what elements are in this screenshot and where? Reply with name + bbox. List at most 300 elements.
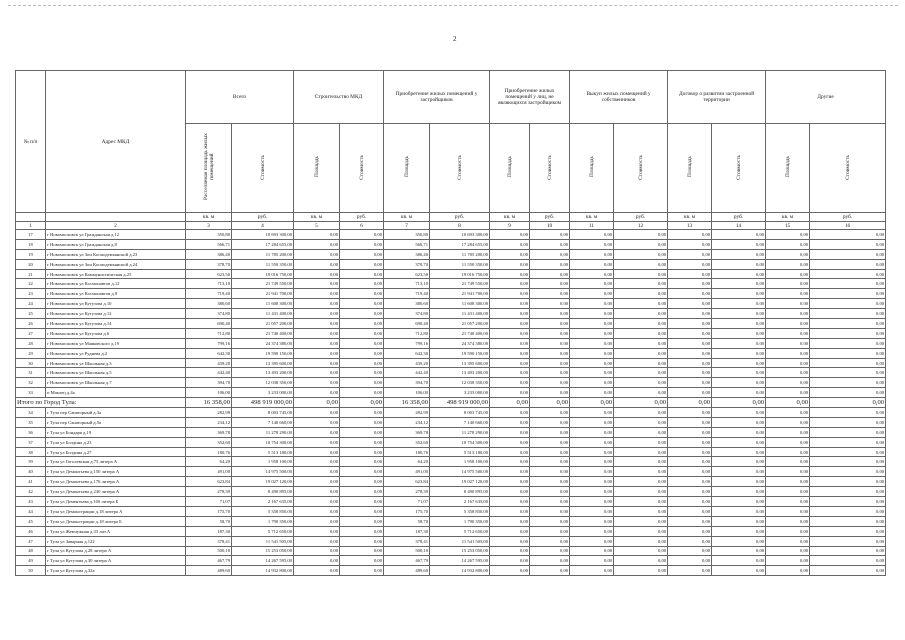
other-area-cell: 0,00 bbox=[766, 249, 810, 259]
buyout-cost-cell: 0,00 bbox=[614, 477, 668, 487]
table-row bbox=[16, 427, 886, 437]
address-cell: г Новомосковск ул Маяковского д.19 bbox=[46, 338, 186, 348]
table-row bbox=[16, 368, 886, 378]
total-area-cell: 719,40 bbox=[186, 289, 232, 299]
nondev-area-cell: 0,00 bbox=[490, 487, 530, 497]
total-area-cell: 489,60 bbox=[186, 566, 232, 576]
other-area-cell: 0,00 bbox=[766, 437, 810, 447]
buyout-cost-cell: 0,00 bbox=[614, 536, 668, 546]
other-area-cell: 0,00 bbox=[766, 427, 810, 437]
total-cost-cell: 10 754 300,00 bbox=[232, 437, 294, 447]
total-cost-cell: 24 374 380,00 bbox=[232, 338, 294, 348]
row-number-cell: 32 bbox=[16, 378, 46, 388]
construction-cost-cell: 0,00 bbox=[340, 398, 384, 408]
territory-cost-cell: 0,00 bbox=[712, 289, 766, 299]
nondev-area-cell: 0,00 bbox=[490, 506, 530, 516]
address-cell: г Новомосковск ул Гражданская д.12 bbox=[46, 230, 186, 240]
buyout-area-cell: 0,00 bbox=[570, 408, 614, 418]
row-number-cell: 38 bbox=[16, 447, 46, 457]
construction-cost-cell: 0,00 bbox=[340, 536, 384, 546]
construction-cost-cell: 0,00 bbox=[340, 230, 384, 240]
table-row bbox=[16, 299, 886, 309]
row-number-cell: 40 bbox=[16, 467, 46, 477]
construction-area-cell: 0,00 bbox=[294, 556, 340, 566]
buyout-area-cell: 0,00 bbox=[570, 457, 614, 467]
column-number: 15 bbox=[766, 222, 810, 230]
group-header-buyout: Выкуп жилых помещений у собственников bbox=[570, 71, 668, 124]
purchase-cost-cell: 21 740 400,00 bbox=[430, 328, 490, 338]
purchase-area-cell: 712,80 bbox=[384, 328, 430, 338]
construction-area-cell: 0,00 bbox=[294, 388, 340, 398]
purchase-cost-cell: 5 358 850,00 bbox=[430, 506, 490, 516]
territory-area-cell: 0,00 bbox=[668, 457, 712, 467]
nondev-cost-cell: 0,00 bbox=[530, 487, 570, 497]
column-number: 5 bbox=[294, 222, 340, 230]
buyout-cost-cell: 0,00 bbox=[614, 358, 668, 368]
buyout-cost-cell: 0,00 bbox=[614, 546, 668, 556]
other-cost-cell: 0,00 bbox=[810, 249, 886, 259]
table-row bbox=[16, 467, 886, 477]
table-row bbox=[16, 506, 886, 516]
group-header-construction: Строительство МКД bbox=[294, 71, 384, 124]
nondev-cost-cell: 0,00 bbox=[530, 388, 570, 398]
purchase-area-cell: 642,30 bbox=[384, 348, 430, 358]
territory-area-cell: 0,00 bbox=[668, 427, 712, 437]
territory-area-cell: 0,00 bbox=[668, 358, 712, 368]
construction-cost-cell: 0,00 bbox=[340, 556, 384, 566]
total-cost-cell: 5 712 650,00 bbox=[232, 526, 294, 536]
construction-area-cell: 0,00 bbox=[294, 368, 340, 378]
address-cell: г Тула ул Демонстрации д.18 литера А bbox=[46, 506, 186, 516]
sub-header-resettled-area: Расселяемая площадь жилых помещений bbox=[186, 124, 232, 213]
nondev-cost-cell: 0,00 bbox=[530, 398, 570, 408]
column-number: 10 bbox=[530, 222, 570, 230]
other-cost-cell: 0,00 bbox=[810, 398, 886, 408]
other-cost-cell: 0,00 bbox=[810, 239, 886, 249]
total-cost-cell: 21 749 550,00 bbox=[232, 279, 294, 289]
territory-area-cell: 0,00 bbox=[668, 467, 712, 477]
territory-area-cell: 0,00 bbox=[668, 536, 712, 546]
col-header-number: № п/п bbox=[16, 71, 46, 213]
construction-cost-cell: 0,00 bbox=[340, 526, 384, 536]
construction-cost-cell: 0,00 bbox=[340, 289, 384, 299]
construction-area-cell: 0,00 bbox=[294, 259, 340, 269]
buyout-cost-cell: 0,00 bbox=[614, 239, 668, 249]
construction-area-cell: 0,00 bbox=[294, 467, 340, 477]
territory-area-cell: 0,00 bbox=[668, 328, 712, 338]
row-number-cell: 30 bbox=[16, 358, 46, 368]
purchase-area-cell: 106,00 bbox=[384, 388, 430, 398]
other-area-cell: 0,00 bbox=[766, 279, 810, 289]
buyout-area-cell: 0,00 bbox=[570, 299, 614, 309]
total-cost-cell: 21 941 700,00 bbox=[232, 289, 294, 299]
sub-header-cost: Стоимость bbox=[232, 124, 294, 213]
total-cost-cell: 10 693 300,00 bbox=[232, 230, 294, 240]
total-cost-cell: 12 038 350,00 bbox=[232, 378, 294, 388]
purchase-area-cell: 187,30 bbox=[384, 526, 430, 536]
construction-cost-cell: 0,00 bbox=[340, 309, 384, 319]
table-row bbox=[16, 388, 886, 398]
nondev-area-cell: 0,00 bbox=[490, 516, 530, 526]
nondev-cost-cell: 0,00 bbox=[530, 526, 570, 536]
purchase-area-cell: 491,00 bbox=[384, 467, 430, 477]
nondev-area-cell: 0,00 bbox=[490, 388, 530, 398]
nondev-area-cell: 0,00 bbox=[490, 338, 530, 348]
total-area-cell: 394,70 bbox=[186, 378, 232, 388]
row-number-cell: 20 bbox=[16, 259, 46, 269]
nondev-cost-cell: 0,00 bbox=[530, 566, 570, 576]
purchase-area-cell: 467,79 bbox=[384, 556, 430, 566]
table-row bbox=[16, 338, 886, 348]
nondev-cost-cell: 0,00 bbox=[530, 328, 570, 338]
nondev-area-cell: 0,00 bbox=[490, 319, 530, 329]
territory-area-cell: 0,00 bbox=[668, 368, 712, 378]
territory-area-cell: 0,00 bbox=[668, 526, 712, 536]
construction-cost-cell: 0,00 bbox=[340, 378, 384, 388]
table-row bbox=[16, 348, 886, 358]
purchase-cost-cell: 13 395 600,00 bbox=[430, 358, 490, 368]
row-number-cell: 29 bbox=[16, 348, 46, 358]
row-number-cell: 35 bbox=[16, 417, 46, 427]
total-cost-cell: 2 167 635,00 bbox=[232, 497, 294, 507]
purchase-area-cell: 799,16 bbox=[384, 338, 430, 348]
other-cost-cell: 0,00 bbox=[810, 328, 886, 338]
buyout-cost-cell: 0,00 bbox=[614, 368, 668, 378]
nondev-cost-cell: 0,00 bbox=[530, 497, 570, 507]
construction-area-cell: 0,00 bbox=[294, 526, 340, 536]
territory-cost-cell: 0,00 bbox=[712, 526, 766, 536]
other-area-cell: 0,00 bbox=[766, 408, 810, 418]
row-number-cell: 23 bbox=[16, 289, 46, 299]
row-number-cell: 22 bbox=[16, 279, 46, 289]
buyout-cost-cell: 0,00 bbox=[614, 348, 668, 358]
total-area-cell: 690,40 bbox=[186, 319, 232, 329]
table-row bbox=[16, 319, 886, 329]
total-area-cell: 71,07 bbox=[186, 497, 232, 507]
row-number-cell: 36 bbox=[16, 427, 46, 437]
buyout-area-cell: 0,00 bbox=[570, 437, 614, 447]
other-cost-cell: 0,00 bbox=[810, 319, 886, 329]
construction-cost-cell: 0,00 bbox=[340, 566, 384, 576]
total-cost-cell: 11 785 200,00 bbox=[232, 249, 294, 259]
total-cost-cell: 21 057 200,00 bbox=[232, 319, 294, 329]
buyout-cost-cell: 0,00 bbox=[614, 566, 668, 576]
row-number-cell: 28 bbox=[16, 338, 46, 348]
territory-cost-cell: 0,00 bbox=[712, 437, 766, 447]
total-area-cell: 442,40 bbox=[186, 368, 232, 378]
total-cost-cell: 1 790 350,00 bbox=[232, 516, 294, 526]
purchase-cost-cell: 5 712 650,00 bbox=[430, 526, 490, 536]
address-cell: г Новомосковск ул Зои Космодемьянской д.24 bbox=[46, 259, 186, 269]
row-number-cell: 19 bbox=[16, 249, 46, 259]
row-number-cell: 49 bbox=[16, 556, 46, 566]
other-cost-cell: 0,00 bbox=[810, 566, 886, 576]
total-area-cell: 799,16 bbox=[186, 338, 232, 348]
purchase-cost-cell: 10 754 300,00 bbox=[430, 437, 490, 447]
territory-cost-cell: 0,00 bbox=[712, 338, 766, 348]
other-cost-cell: 0,00 bbox=[810, 368, 886, 378]
territory-cost-cell: 0,00 bbox=[712, 319, 766, 329]
other-cost-cell: 0,00 bbox=[810, 259, 886, 269]
purchase-area-cell: 71,07 bbox=[384, 497, 430, 507]
buyout-area-cell: 0,00 bbox=[570, 259, 614, 269]
table-row bbox=[16, 487, 886, 497]
address-cell: г Новомосковск ул Гражданская д.8 bbox=[46, 239, 186, 249]
construction-area-cell: 0,00 bbox=[294, 457, 340, 467]
territory-area-cell: 0,00 bbox=[668, 408, 712, 418]
address-cell: г Новомосковск ул Школьная д.3 bbox=[46, 358, 186, 368]
construction-cost-cell: 0,00 bbox=[340, 319, 384, 329]
row-number-cell: 44 bbox=[16, 506, 46, 516]
construction-area-cell: 0,00 bbox=[294, 506, 340, 516]
total-area-cell: 439,20 bbox=[186, 358, 232, 368]
territory-area-cell: 0,00 bbox=[668, 309, 712, 319]
territory-cost-cell: 0,00 bbox=[712, 487, 766, 497]
territory-cost-cell: 0,00 bbox=[712, 467, 766, 477]
nondev-area-cell: 0,00 bbox=[490, 309, 530, 319]
column-number: 11 bbox=[570, 222, 614, 230]
nondev-cost-cell: 0,00 bbox=[530, 408, 570, 418]
other-area-cell: 0,00 bbox=[766, 556, 810, 566]
total-cost-cell: 15 253 050,00 bbox=[232, 546, 294, 556]
territory-area-cell: 0,00 bbox=[668, 388, 712, 398]
total-area-cell: 175,70 bbox=[186, 506, 232, 516]
other-area-cell: 0,00 bbox=[766, 358, 810, 368]
column-number: 7 bbox=[384, 222, 430, 230]
address-cell: г Новомосковск ул Зои Космодемьянской д.23 bbox=[46, 249, 186, 259]
address-cell: г Новомосковск ул Руднева д.2 bbox=[46, 348, 186, 358]
total-cost-cell: 13 493 200,00 bbox=[232, 368, 294, 378]
sub-header-area: Площадь bbox=[294, 124, 340, 213]
sub-header-cost: Стоимость bbox=[430, 124, 490, 213]
purchase-cost-cell: 5 513 180,00 bbox=[430, 447, 490, 457]
buyout-cost-cell: 0,00 bbox=[614, 299, 668, 309]
table-body bbox=[16, 230, 886, 576]
other-area-cell: 0,00 bbox=[766, 338, 810, 348]
purchase-area-cell: 175,70 bbox=[384, 506, 430, 516]
total-area-cell: 378,41 bbox=[186, 536, 232, 546]
territory-area-cell: 0,00 bbox=[668, 477, 712, 487]
unit-cell: руб. bbox=[530, 213, 570, 222]
address-cell: г Тула ул Демонтьева д.230 литера А bbox=[46, 487, 186, 497]
unit-cell: руб. bbox=[712, 213, 766, 222]
total-label-cell: Итого по Город Тула: bbox=[16, 398, 186, 408]
total-cost-cell: 5 513 180,00 bbox=[232, 447, 294, 457]
construction-cost-cell: 0,00 bbox=[340, 497, 384, 507]
other-cost-cell: 0,00 bbox=[810, 358, 886, 368]
other-area-cell: 0,00 bbox=[766, 259, 810, 269]
row-number-cell: 34 bbox=[16, 408, 46, 418]
total-cost-cell: 11 278 290,00 bbox=[232, 427, 294, 437]
territory-area-cell: 0,00 bbox=[668, 269, 712, 279]
construction-cost-cell: 0,00 bbox=[340, 328, 384, 338]
territory-cost-cell: 0,00 bbox=[712, 309, 766, 319]
purchase-area-cell: 16 358,00 bbox=[384, 398, 430, 408]
territory-cost-cell: 0,00 bbox=[712, 556, 766, 566]
nondev-cost-cell: 0,00 bbox=[530, 279, 570, 289]
territory-cost-cell: 0,00 bbox=[712, 417, 766, 427]
total-cost-cell: 14 932 800,00 bbox=[232, 566, 294, 576]
territory-cost-cell: 0,00 bbox=[712, 230, 766, 240]
buyout-area-cell: 0,00 bbox=[570, 477, 614, 487]
purchase-area-cell: 180,76 bbox=[384, 447, 430, 457]
buyout-cost-cell: 0,00 bbox=[614, 506, 668, 516]
purchase-cost-cell: 11 785 200,00 bbox=[430, 249, 490, 259]
construction-cost-cell: 0,00 bbox=[340, 437, 384, 447]
column-number: 4 bbox=[232, 222, 294, 230]
other-area-cell: 0,00 bbox=[766, 417, 810, 427]
buyout-area-cell: 0,00 bbox=[570, 487, 614, 497]
address-cell: г Тула ул Демонтьева д.150 литера А bbox=[46, 467, 186, 477]
other-area-cell: 0,00 bbox=[766, 516, 810, 526]
other-area-cell: 0,00 bbox=[766, 398, 810, 408]
buyout-area-cell: 0,00 bbox=[570, 230, 614, 240]
other-cost-cell: 0,00 bbox=[810, 556, 886, 566]
total-area-cell: 234,12 bbox=[186, 417, 232, 427]
row-number-cell: 41 bbox=[16, 477, 46, 487]
total-area-cell: 16 358,00 bbox=[186, 398, 232, 408]
purchase-area-cell: 489,60 bbox=[384, 566, 430, 576]
total-cost-cell: 1 958 100,00 bbox=[232, 457, 294, 467]
other-area-cell: 0,00 bbox=[766, 497, 810, 507]
territory-area-cell: 0,00 bbox=[668, 497, 712, 507]
nondev-cost-cell: 0,00 bbox=[530, 477, 570, 487]
other-area-cell: 0,00 bbox=[766, 319, 810, 329]
construction-area-cell: 0,00 bbox=[294, 477, 340, 487]
construction-cost-cell: 0,00 bbox=[340, 477, 384, 487]
purchase-cost-cell: 11 278 290,00 bbox=[430, 427, 490, 437]
territory-cost-cell: 0,00 bbox=[712, 398, 766, 408]
purchase-area-cell: 352,60 bbox=[384, 437, 430, 447]
construction-area-cell: 0,00 bbox=[294, 516, 340, 526]
territory-cost-cell: 0,00 bbox=[712, 566, 766, 576]
address-cell: г Тула ул Дементьева д.10б литера Б bbox=[46, 497, 186, 507]
purchase-cost-cell: 7 140 660,00 bbox=[430, 417, 490, 427]
nondev-area-cell: 0,00 bbox=[490, 467, 530, 477]
address-cell: г Тула ул Болдина д.27 bbox=[46, 447, 186, 457]
row-number-cell: 43 bbox=[16, 497, 46, 507]
buyout-area-cell: 0,00 bbox=[570, 249, 614, 259]
total-area-cell: 64,20 bbox=[186, 457, 232, 467]
territory-cost-cell: 0,00 bbox=[712, 427, 766, 437]
nondev-cost-cell: 0,00 bbox=[530, 516, 570, 526]
address-cell: г Тула ул Бондаря д.19 bbox=[46, 427, 186, 437]
nondev-area-cell: 0,00 bbox=[490, 437, 530, 447]
buyout-cost-cell: 0,00 bbox=[614, 319, 668, 329]
nondev-area-cell: 0,00 bbox=[490, 289, 530, 299]
purchase-cost-cell: 24 374 380,00 bbox=[430, 338, 490, 348]
purchase-cost-cell: 8 490 895,00 bbox=[430, 487, 490, 497]
other-area-cell: 0,00 bbox=[766, 368, 810, 378]
other-cost-cell: 0,00 bbox=[810, 467, 886, 477]
table-row bbox=[16, 230, 886, 240]
address-cell: г Тула ул Заварная д.122 bbox=[46, 536, 186, 546]
other-area-cell: 0,00 bbox=[766, 536, 810, 546]
nondev-area-cell: 0,00 bbox=[490, 457, 530, 467]
table-row bbox=[16, 447, 886, 457]
construction-area-cell: 0,00 bbox=[294, 427, 340, 437]
nondev-cost-cell: 0,00 bbox=[530, 378, 570, 388]
territory-area-cell: 0,00 bbox=[668, 447, 712, 457]
nondev-area-cell: 0,00 bbox=[490, 299, 530, 309]
territory-cost-cell: 0,00 bbox=[712, 546, 766, 556]
other-area-cell: 0,00 bbox=[766, 348, 810, 358]
total-cost-cell: 8 003 745,00 bbox=[232, 408, 294, 418]
sub-header-cost: Стоимость bbox=[810, 124, 886, 213]
nondev-area-cell: 0,00 bbox=[490, 368, 530, 378]
construction-cost-cell: 0,00 bbox=[340, 467, 384, 477]
construction-cost-cell: 0,00 bbox=[340, 516, 384, 526]
total-area-cell: 350,80 bbox=[186, 230, 232, 240]
table-row bbox=[16, 497, 886, 507]
purchase-cost-cell: 14 975 500,00 bbox=[430, 467, 490, 477]
construction-area-cell: 0,00 bbox=[294, 536, 340, 546]
purchase-cost-cell: 11 541 505,00 bbox=[430, 536, 490, 546]
address-cell: г Тула пер Санаторный д.3а bbox=[46, 408, 186, 418]
row-number-cell: 46 bbox=[16, 526, 46, 536]
purchase-area-cell: 713,10 bbox=[384, 279, 430, 289]
nondev-area-cell: 0,00 bbox=[490, 447, 530, 457]
total-area-cell: 500,10 bbox=[186, 546, 232, 556]
other-area-cell: 0,00 bbox=[766, 328, 810, 338]
total-cost-cell: 11 608 300,00 bbox=[232, 299, 294, 309]
construction-cost-cell: 0,00 bbox=[340, 368, 384, 378]
scan-top-border bbox=[8, 5, 898, 6]
territory-area-cell: 0,00 bbox=[668, 239, 712, 249]
total-area-cell: 58,70 bbox=[186, 516, 232, 526]
purchase-cost-cell: 21 749 550,00 bbox=[430, 279, 490, 289]
construction-area-cell: 0,00 bbox=[294, 546, 340, 556]
territory-cost-cell: 0,00 bbox=[712, 457, 766, 467]
buyout-cost-cell: 0,00 bbox=[614, 249, 668, 259]
sub-header-area: Площадь bbox=[570, 124, 614, 213]
nondev-area-cell: 0,00 bbox=[490, 546, 530, 556]
territory-area-cell: 0,00 bbox=[668, 348, 712, 358]
other-area-cell: 0,00 bbox=[766, 289, 810, 299]
total-cost-cell: 13 395 600,00 bbox=[232, 358, 294, 368]
territory-area-cell: 0,00 bbox=[668, 487, 712, 497]
buyout-area-cell: 0,00 bbox=[570, 447, 614, 457]
nondev-cost-cell: 0,00 bbox=[530, 417, 570, 427]
purchase-cost-cell: 19 590 150,00 bbox=[430, 348, 490, 358]
nondev-area-cell: 0,00 bbox=[490, 398, 530, 408]
buyout-area-cell: 0,00 bbox=[570, 398, 614, 408]
total-area-cell: 180,76 bbox=[186, 447, 232, 457]
table-row bbox=[16, 279, 886, 289]
other-cost-cell: 0,00 bbox=[810, 309, 886, 319]
territory-area-cell: 0,00 bbox=[668, 319, 712, 329]
other-cost-cell: 0,00 bbox=[810, 477, 886, 487]
address-cell: г Тула ул Жемчужная д.33 лит.А bbox=[46, 526, 186, 536]
row-number-cell: 27 bbox=[16, 328, 46, 338]
purchase-cost-cell: 13 493 200,00 bbox=[430, 368, 490, 378]
nondev-area-cell: 0,00 bbox=[490, 249, 530, 259]
other-area-cell: 0,00 bbox=[766, 566, 810, 576]
total-cost-cell: 19 016 750,00 bbox=[232, 269, 294, 279]
total-area-cell: 278,39 bbox=[186, 487, 232, 497]
row-number-cell: 33 bbox=[16, 388, 46, 398]
column-number: 6 bbox=[340, 222, 384, 230]
total-cost-cell: 21 740 400,00 bbox=[232, 328, 294, 338]
territory-cost-cell: 0,00 bbox=[712, 516, 766, 526]
other-cost-cell: 0,00 bbox=[810, 506, 886, 516]
buyout-cost-cell: 0,00 bbox=[614, 309, 668, 319]
nondev-area-cell: 0,00 bbox=[490, 239, 530, 249]
purchase-area-cell: 378,70 bbox=[384, 259, 430, 269]
other-cost-cell: 0,00 bbox=[810, 536, 886, 546]
buyout-area-cell: 0,00 bbox=[570, 546, 614, 556]
nondev-cost-cell: 0,00 bbox=[530, 348, 570, 358]
